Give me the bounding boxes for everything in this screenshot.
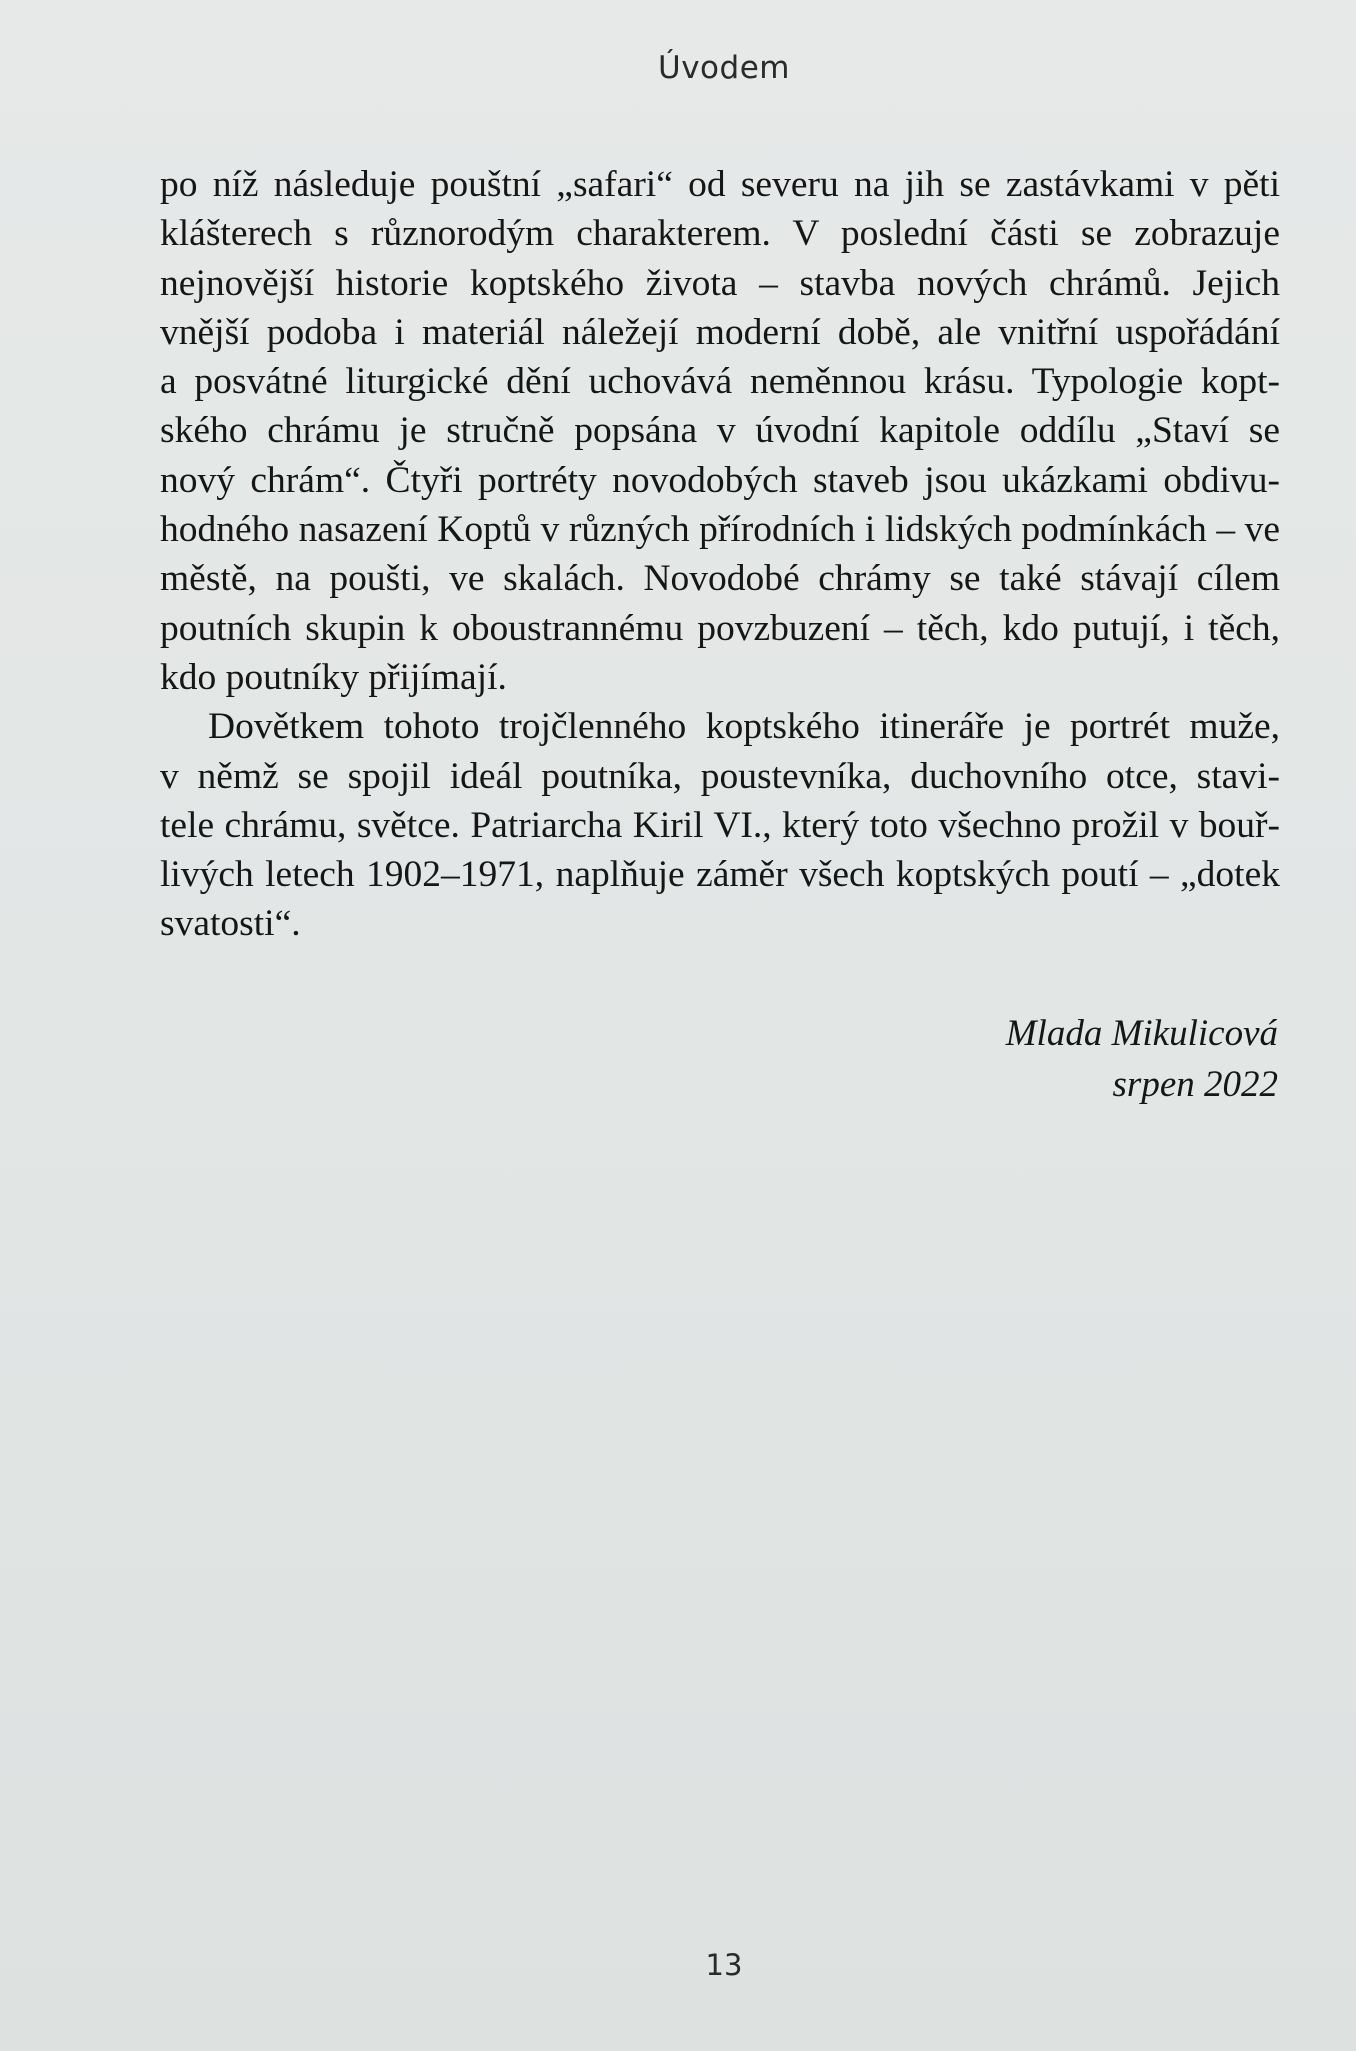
signature-author: Mlada Mikulicová xyxy=(1005,1013,1278,1054)
signature xyxy=(1006,1008,1278,1110)
text-line: v němž se spojil ideál poutníka, poustevníka, duchovního otce, stavi- xyxy=(160,755,1280,797)
text-line: klášterech s různorodým charakterem. V poslední části se zobrazuje xyxy=(160,213,1280,255)
text-line: Dovětkem tohoto trojčlenného koptského itineráře je portrét muže, xyxy=(208,706,1280,748)
paragraph-2 xyxy=(160,702,1280,948)
text-line: nejnovější historie koptského života – stavba nových chrámů. Jejich xyxy=(160,262,1280,304)
text-line: po níž následuje pouštní „safari“ od severu na jih se zastávkami v pěti xyxy=(160,164,1280,205)
signature-date: srpen 2022 xyxy=(1112,1064,1278,1105)
text-line: ského chrámu je stručně popsána v úvodní kapitole oddílu „Staví se xyxy=(160,410,1280,452)
text-line: nový chrám“. Čtyři portréty novodobých staveb jsou ukázkami obdivu- xyxy=(160,459,1280,501)
text-line: poutních skupin k oboustrannému povzbuzení – těch, kdo putují, i těch, xyxy=(160,607,1280,649)
text-line: tele chrámu, světce. Patriarcha Kiril VI., který toto všechno prožil v bouř- xyxy=(160,804,1280,846)
text-line: vnější podoba i materiál náležejí moderní době, ale vnitřní uspořádání xyxy=(160,311,1280,353)
text-line: svatosti“. xyxy=(160,903,301,945)
text-line: hodného nasazení Koptů v různých přírodních i lidských podmínkách – ve xyxy=(160,509,1280,551)
text-line: livých letech 1902–1971, naplňuje záměr všech koptských poutí – „dotek xyxy=(160,854,1280,896)
page-number: 13 xyxy=(705,1948,743,1982)
text-line: kdo poutníky přijímají. xyxy=(160,656,507,698)
text-line: městě, na poušti, ve skalách. Novodobé chrámy se také stávají cílem xyxy=(160,558,1280,600)
body-text xyxy=(160,160,1280,949)
running-head: Úvodem xyxy=(658,50,790,86)
paragraph-1 xyxy=(160,160,1280,702)
text-line: a posvátné liturgické dění uchovává neměnnou krásu. Typologie kopt- xyxy=(160,361,1280,403)
